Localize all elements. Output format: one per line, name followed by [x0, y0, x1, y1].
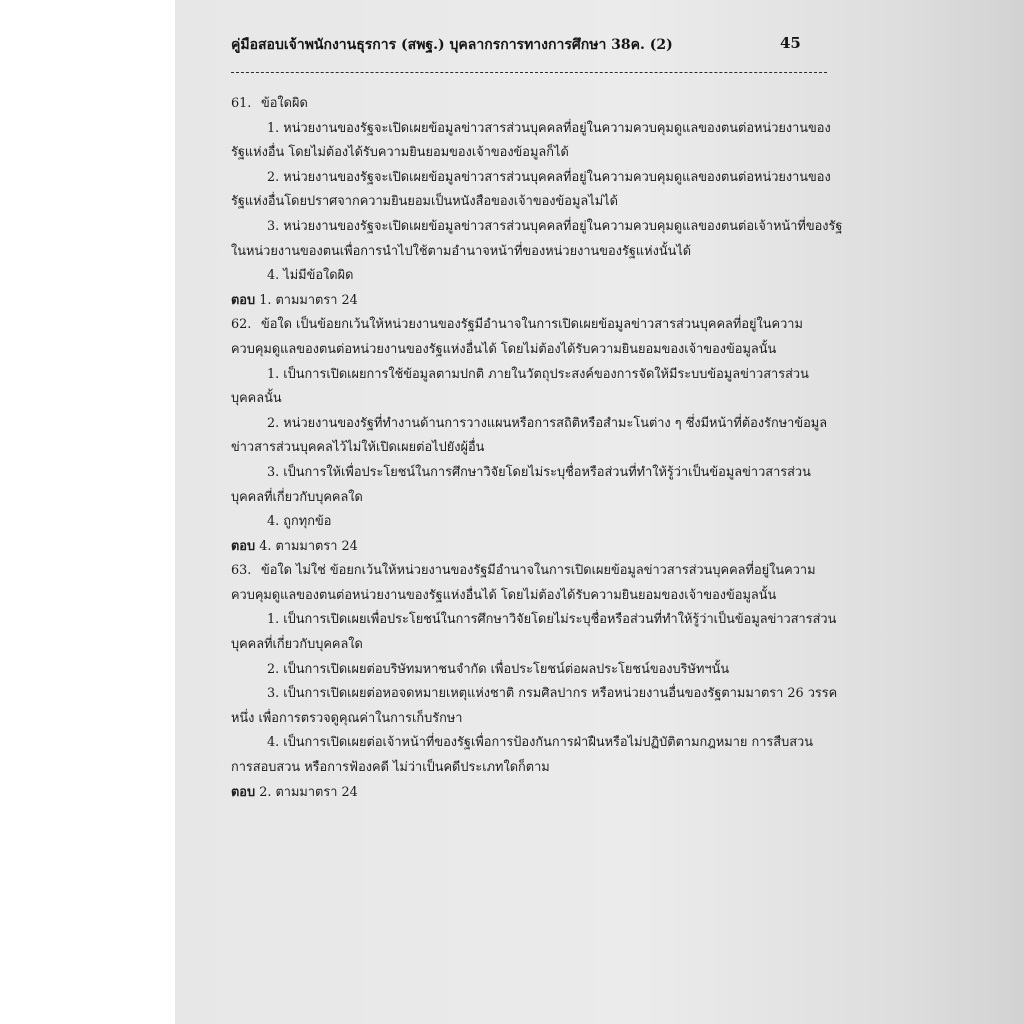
option-line: รัฐแห่งอื่นโดยปราศจากความยินยอมเป็นหนังสือของเจ้าของข้อมูลไม่ได้	[231, 194, 618, 210]
question-stem-text: ข้อใดผิด	[261, 96, 308, 111]
answer-line	[231, 289, 831, 314]
answer-line	[231, 781, 831, 806]
question-block	[231, 313, 831, 559]
scan-left-margin	[0, 0, 175, 1024]
option-line: 1. หน่วยงานของรัฐจะเปิดเผยข้อมูลข่าวสารส่วนบุคคลที่อยู่ในความควบคุมดูแลของตนต่อหน่วยงานของ	[267, 120, 831, 136]
question-block	[231, 92, 843, 313]
answer-line	[231, 535, 831, 560]
option-line: 2. เป็นการเปิดเผยต่อบริษัทมหาชนจำกัด เพื่อประโยชน์ต่อผลประโยชน์ของบริษัทฯนั้น	[267, 661, 730, 677]
option-line: 3. เป็นการเปิดเผยต่อหอจดหมายเหตุแห่งชาติ กรมศิลปากร หรือหน่วยงานอื่นของรัฐตามมาตรา 26 วรรค	[267, 686, 838, 702]
question-stem-line	[231, 313, 831, 338]
question-stem-line	[231, 338, 831, 363]
option-line: 2. หน่วยงานของรัฐจะเปิดเผยข้อมูลข่าวสารส่วนบุคคลที่อยู่ในความควบคุมดูแลของตนต่อหน่วยงานของ	[267, 169, 831, 185]
option-line: รัฐแห่งอื่น โดยไม่ต้องได้รับความยินยอมของเจ้าของข้อมูลก็ได้	[231, 145, 569, 161]
answer-text: 4. ตามมาตรา 24	[259, 538, 358, 554]
question-number: 62.	[231, 317, 252, 333]
option-line: 4. ไม่มีข้อใดผิด	[267, 268, 354, 284]
option-line: ข่าวสารส่วนบุคคลไว้ไม่ให้เปิดเผยต่อไปยังผู้อื่น	[231, 440, 485, 456]
question-stem-text: ควบคุมดูแลของตนต่อหน่วยงานของรัฐแห่งอื่นได้ โดยไม่ต้องได้รับความยินยอมของเจ้าของข้อมูลนั้น	[231, 587, 777, 603]
option-line: 4. ถูกทุกข้อ	[267, 514, 332, 530]
question-stem-line	[231, 559, 831, 584]
option-line: ในหน่วยงานของตนเพื่อการนำไปใช้ตามอำนาจหน้าที่ของหน่วยงานของรัฐแห่งนั้นได้	[231, 243, 692, 259]
answer-label: ตอบ	[231, 538, 256, 554]
page-number: 45	[780, 34, 801, 52]
header-divider	[231, 72, 827, 73]
question-list	[231, 92, 843, 805]
question-block	[231, 559, 838, 805]
option-line: บุคคลที่เกี่ยวกับบุคคลใด	[231, 637, 363, 653]
question-stem-text: ข้อใด เป็นข้อยกเว้นให้หน่วยงานของรัฐมีอำนาจในการเปิดเผยข้อมูลข่าวสารส่วนบุคคลที่อยู่ในความ	[261, 317, 803, 333]
question-stem-text: ข้อใด ไม่ใช่ ข้อยกเว้นให้หน่วยงานของรัฐมีอำนาจในการเปิดเผยข้อมูลข่าวสารส่วนบุคคลที่อยู่ในความ	[261, 563, 816, 579]
question-number: 63.	[231, 563, 252, 579]
answer-text: 2. ตามมาตรา 24	[259, 784, 358, 800]
option-line: 3. หน่วยงานของรัฐจะเปิดเผยข้อมูลข่าวสารส่วนบุคคลที่อยู่ในความควบคุมดูแลของตนต่อเจ้าหน้าที่ของรัฐ	[267, 218, 843, 234]
option-line: 2. หน่วยงานของรัฐที่ทำงานด้านการวางแผนหรือการสถิติหรือสำมะโนต่าง ๆ ซึ่งมีหน้าที่ต้องรักษาข้อมูล	[267, 415, 828, 431]
question-number: 61.	[231, 96, 252, 111]
option-line: 4. เป็นการเปิดเผยต่อเจ้าหน้าที่ของรัฐเพื่อการป้องกันการฝ่าฝืนหรือไม่ปฏิบัติตามกฎหมาย การสืบสวน	[267, 735, 813, 751]
question-stem-line	[231, 584, 831, 609]
question-stem-line	[231, 92, 831, 117]
document-page	[175, 0, 1024, 1024]
option-line: 1. เป็นการเปิดเผยเพื่อประโยชน์ในการศึกษาวิจัยโดยไม่ระบุชื่อหรือส่วนที่ทำให้รู้ว่าเป็นข้อมูลข่าวสารส่วน	[267, 612, 837, 628]
answer-label: ตอบ	[231, 784, 256, 800]
question-stem-text: ควบคุมดูแลของตนต่อหน่วยงานของรัฐแห่งอื่นได้ โดยไม่ต้องได้รับความยินยอมของเจ้าของข้อมูลนั้น	[231, 341, 777, 357]
answer-label: ตอบ	[231, 292, 256, 308]
option-line: หนึ่ง เพื่อการตรวจดูคุณค่าในการเก็บรักษา	[231, 710, 463, 726]
page-header-title: คู่มือสอบเจ้าพนักงานธุรการ (สพฐ.) บุคลากรการทางการศึกษา 38ค. (2)	[231, 37, 673, 53]
option-line: การสอบสวน หรือการฟ้องคดี ไม่ว่าเป็นคดีประเภทใดก็ตาม	[231, 760, 550, 776]
answer-text: 1. ตามมาตรา 24	[259, 292, 358, 308]
option-line: บุคคลนั้น	[231, 391, 282, 407]
option-line: 3. เป็นการให้เพื่อประโยชน์ในการศึกษาวิจัยโดยไม่ระบุชื่อหรือส่วนที่ทำให้รู้ว่าเป็นข้อมูลข่าวสารส่วน	[267, 464, 811, 480]
option-line: บุคคลที่เกี่ยวกับบุคคลใด	[231, 489, 363, 505]
option-line: 1. เป็นการเปิดเผยการใช้ข้อมูลตามปกติ ภายในวัตถุประสงค์ของการจัดให้มีระบบข้อมูลข่าวสารส่วน	[267, 366, 809, 382]
